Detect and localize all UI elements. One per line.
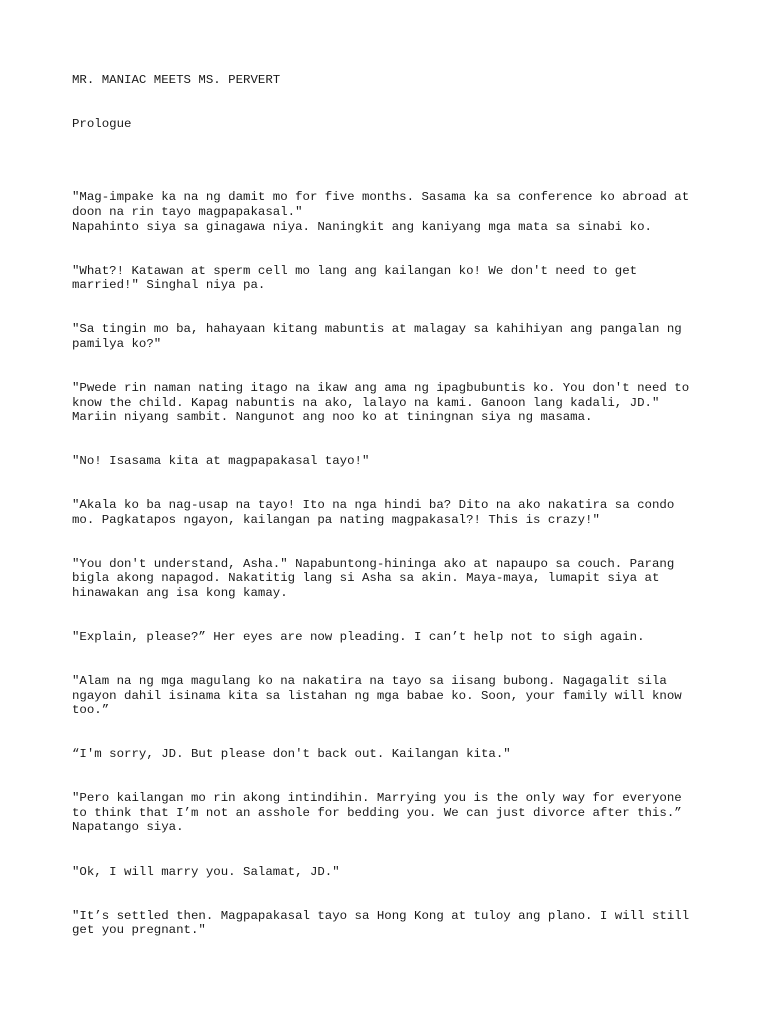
paragraph-line: "Sa tingin mo ba, hahayaan kitang mabuntis at malagay sa kahihiyan ang pangalan ng (72, 322, 682, 336)
paragraph-line: pamilya ko?" (72, 337, 162, 351)
paragraph-line: hinawakan ang isa kong kamay. (72, 586, 288, 600)
paragraph-line: know the child. Kapag nabuntis na ako, lalayo na kami. Ganoon lang kadali, JD." (72, 396, 660, 410)
paragraph-line: "Ok, I will marry you. Salamat, JD." (72, 865, 340, 879)
paragraph-line: to think that I’m not an asshole for bedding you. We can just divorce after this.” (72, 806, 682, 820)
paragraph-line: "You don't understand, Asha." Napabuntong-hininga ako at napaupo sa couch. Parang (72, 557, 675, 571)
paragraph-line: "It’s settled then. Magpapakasal tayo sa Hong Kong at tuloy ang plano. I will still (72, 909, 690, 923)
paragraph-line: Napatango siya. (72, 820, 184, 834)
paragraph-line: “I'm sorry, JD. But please don't back out. Kailangan kita." (72, 747, 511, 761)
paragraph-line: "Explain, please?” Her eyes are now pleading. I can’t help not to sigh again. (72, 630, 645, 644)
paragraph-line: bigla akong napagod. Nakatitig lang si Asha sa akin. Maya-maya, lumapit siya at (72, 571, 660, 585)
paragraph-line: "Pero kailangan mo rin akong intindihin. Marrying you is the only way for everyone (72, 791, 682, 805)
section-heading: Prologue (72, 117, 132, 131)
paragraph-line: "Pwede rin naman nating itago na ikaw ang ama ng ipagbubuntis ko. You don't need to (72, 381, 690, 395)
document-title: MR. MANIAC MEETS MS. PERVERT (72, 73, 281, 87)
paragraph-line: "What?! Katawan at sperm cell mo lang ang kailangan ko! We don't need to get (72, 264, 638, 278)
paragraph-line: too.” (72, 703, 110, 717)
paragraph-line: ngayon dahil isinama kita sa listahan ng mga babae ko. Soon, your family will know (72, 689, 682, 703)
paragraph-line: Mariin niyang sambit. Nangunot ang noo ko at tiningnan siya ng masama. (72, 410, 593, 424)
paragraph-line: get you pregnant." (72, 923, 206, 937)
paragraph-line: mo. Pagkatapos ngayon, kailangan pa nating magpakasal?! This is crazy!" (72, 513, 600, 527)
paragraph-line: married!" Singhal niya pa. (72, 278, 266, 292)
paragraph-line: "Akala ko ba nag-usap na tayo! Ito na nga hindi ba? Dito na ako nakatira sa condo (72, 498, 675, 512)
paragraph-line: "Mag-impake ka na ng damit mo for five months. Sasama ka sa conference ko abroad at (72, 190, 690, 204)
paragraph-line: doon na rin tayo magpapakasal." (72, 205, 303, 219)
paragraph-line: Napahinto siya sa ginagawa niya. Naningkit ang kaniyang mga mata sa sinabi ko. (72, 220, 652, 234)
paragraph-line: "No! Isasama kita at magpapakasal tayo!" (72, 454, 370, 468)
paragraph-line: "Alam na ng mga magulang ko na nakatira na tayo sa iisang bubong. Nagagalit sila (72, 674, 667, 688)
